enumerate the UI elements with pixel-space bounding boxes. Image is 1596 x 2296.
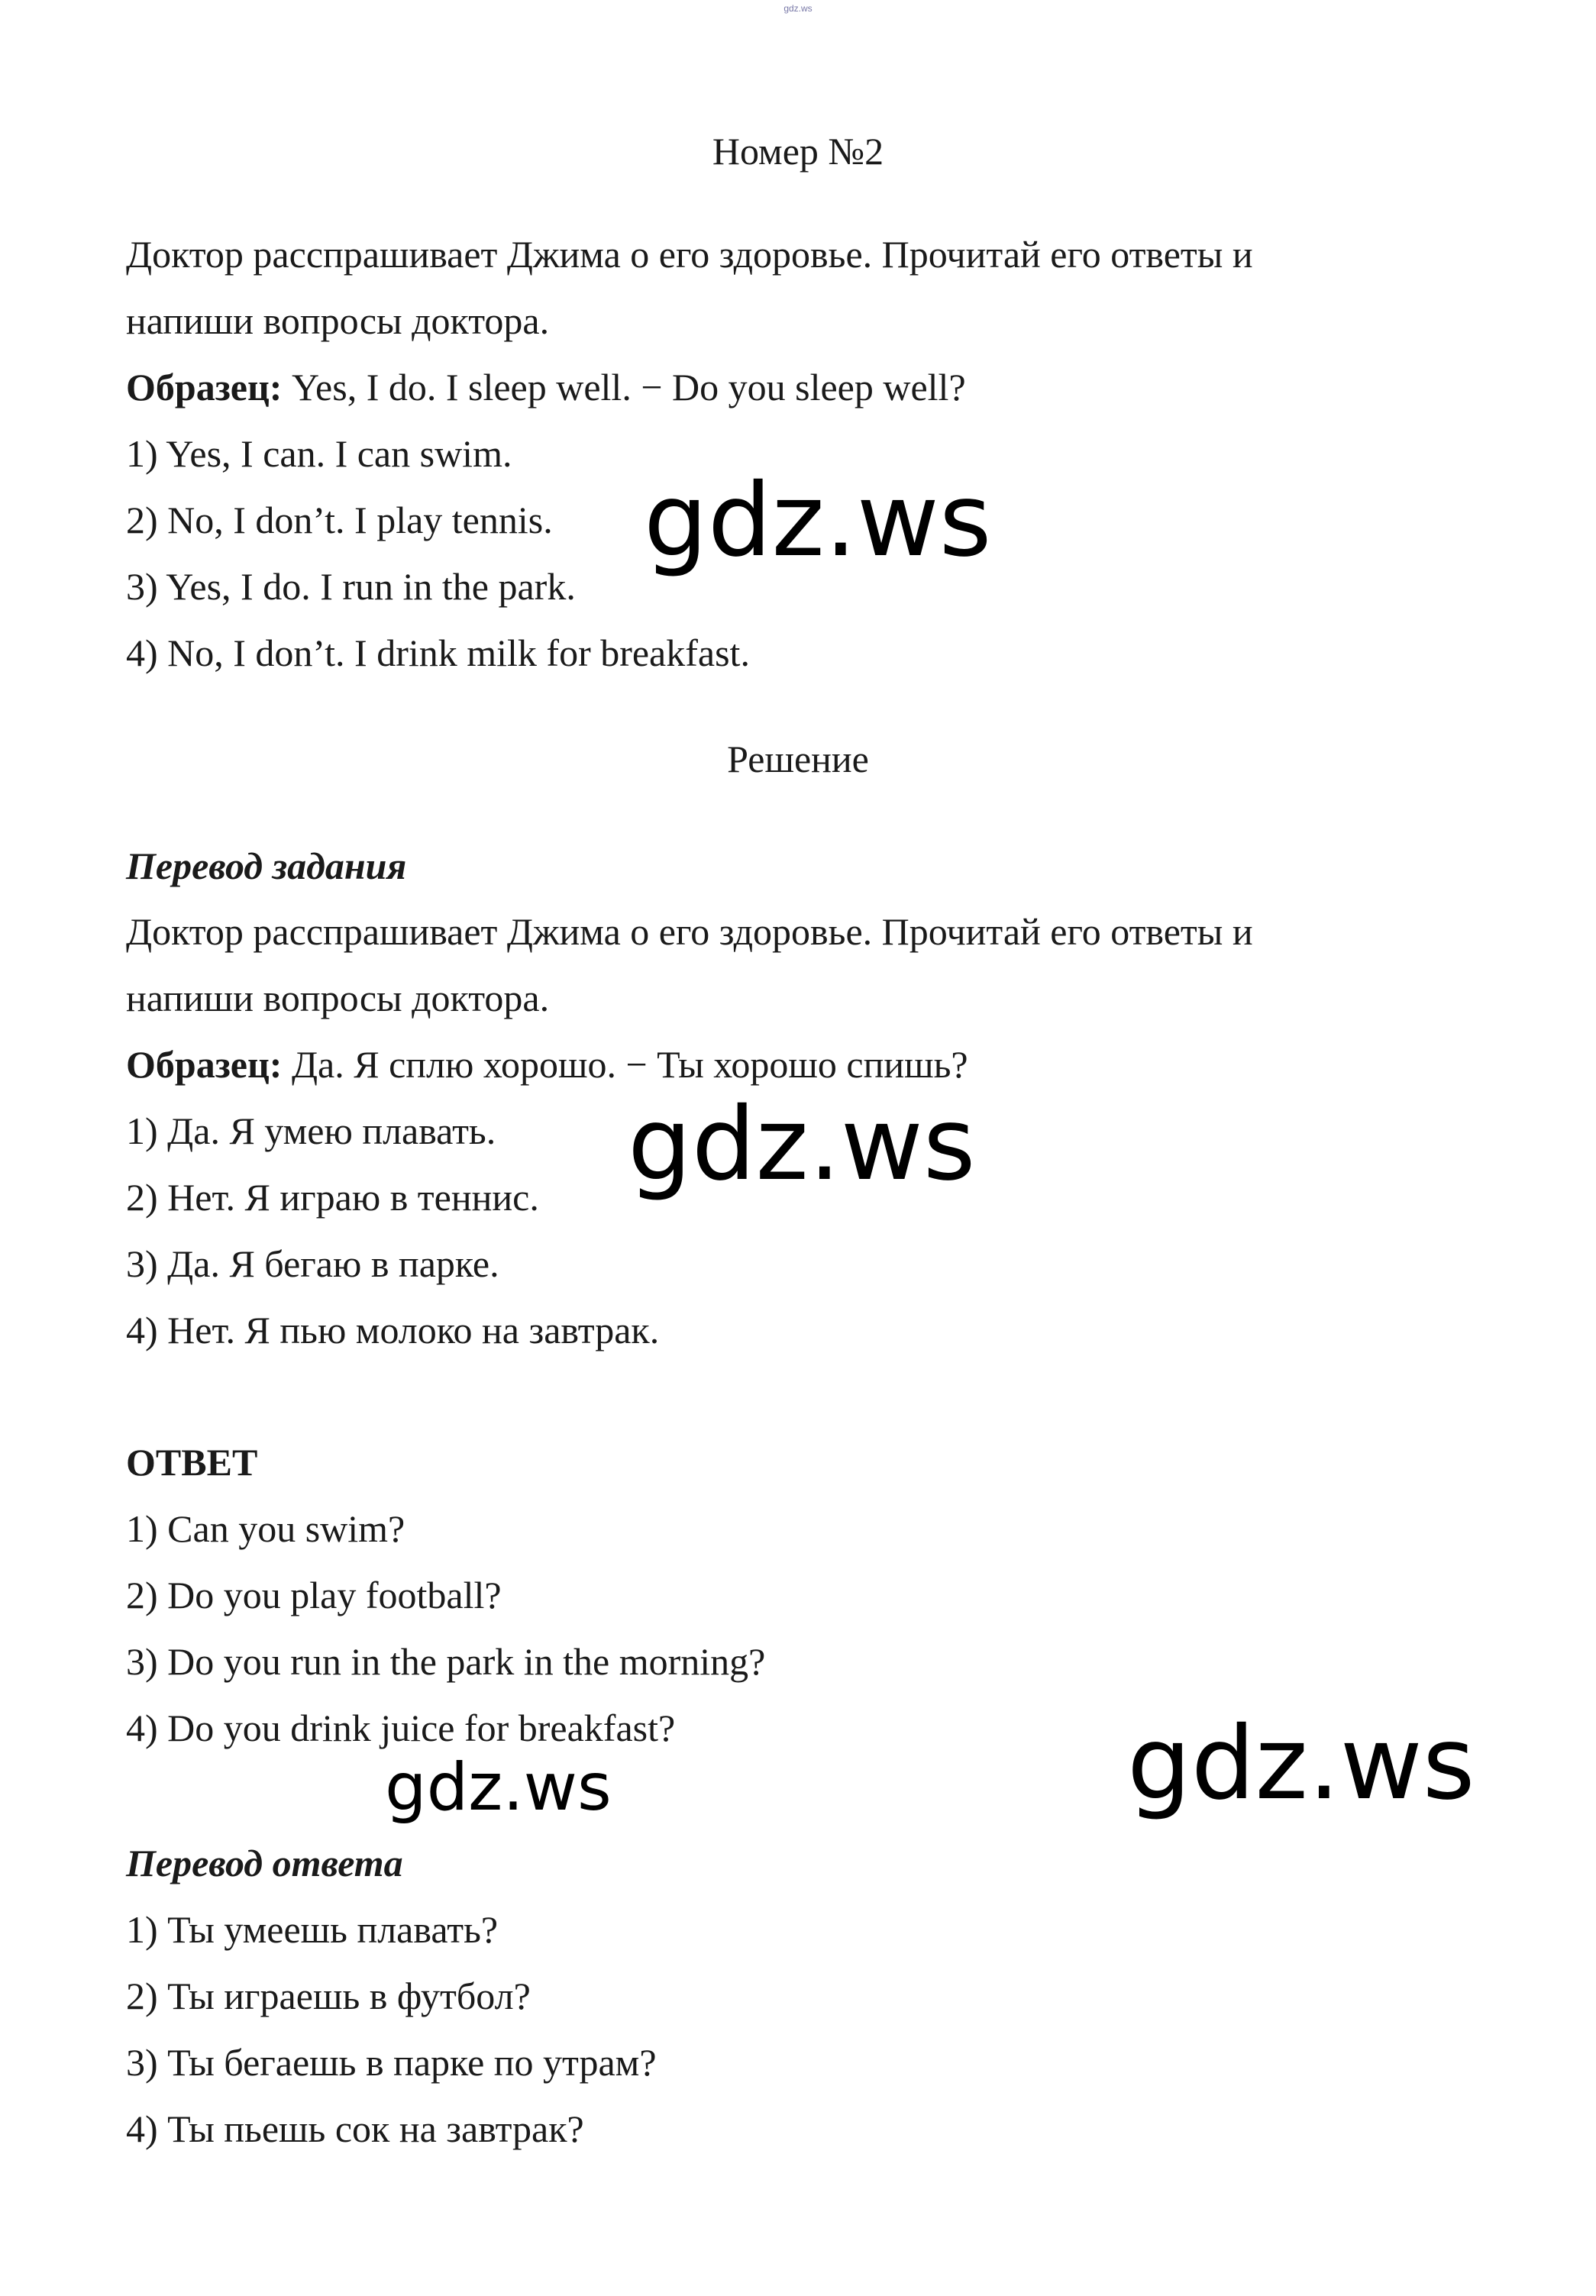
translation-item: 3) Да. Я бегаю в парке.: [126, 1242, 499, 1285]
watermark: gdz.ws: [1127, 1705, 1475, 1823]
translation-item: 2) Нет. Я играю в теннис.: [126, 1176, 539, 1219]
task-item: 1) Yes, I can. I can swim.: [126, 432, 512, 475]
task-item: 4) No, I don’t. I drink milk for breakfast.: [126, 631, 750, 674]
answer-translation-item: 4) Ты пьешь сок на завтрак?: [126, 2107, 584, 2150]
top-site-mark: gdz.ws: [783, 3, 813, 14]
task-example-text: Yes, I do. I sleep well. − Do you sleep well?: [282, 366, 966, 409]
task-example-label: Образец:: [126, 366, 283, 409]
solution-heading: Решение: [727, 738, 869, 780]
watermark: gdz.ws: [644, 462, 992, 580]
translation-text-line-2: напиши вопросы доктора.: [126, 977, 550, 1019]
answer-translation-heading: Перевод ответа: [126, 1842, 403, 1884]
watermark: gdz.ws: [385, 1749, 612, 1826]
translation-heading: Перевод задания: [126, 844, 407, 887]
watermark: gdz.ws: [628, 1086, 976, 1203]
task-text-line-1: Доктор расспрашивает Джима о его здоровье. Прочитай его ответы и: [126, 233, 1253, 276]
answer-translation-item: 3) Ты бегаешь в парке по утрам?: [126, 2041, 657, 2084]
task-item: 2) No, I don’t. I play tennis.: [126, 499, 553, 541]
translation-text-line-1: Доктор расспрашивает Джима о его здоровье. Прочитай его ответы и: [126, 910, 1253, 953]
answer-item: 3) Do you run in the park in the morning?: [126, 1640, 766, 1683]
translation-example: [126, 1041, 968, 1087]
page-title: Номер №2: [712, 130, 884, 173]
task-example: [126, 364, 966, 410]
task-text-line-2: напиши вопросы доктора.: [126, 299, 550, 342]
answer-item: 4) Do you drink juice for breakfast?: [126, 1707, 676, 1749]
answer-heading: ОТВЕТ: [126, 1441, 258, 1484]
translation-item: 4) Нет. Я пью молоко на завтрак.: [126, 1309, 660, 1351]
translation-item: 1) Да. Я умею плавать.: [126, 1109, 496, 1152]
answer-translation-item: 2) Ты играешь в футбол?: [126, 1975, 531, 2017]
translation-example-text: Да. Я сплю хорошо. − Ты хорошо спишь?: [282, 1043, 968, 1086]
answer-item: 2) Do you play football?: [126, 1574, 502, 1616]
task-item: 3) Yes, I do. I run in the park.: [126, 565, 576, 608]
answer-item: 1) Can you swim?: [126, 1507, 405, 1550]
answer-translation-item: 1) Ты умеешь плавать?: [126, 1908, 499, 1951]
translation-example-label: Образец:: [126, 1043, 283, 1086]
